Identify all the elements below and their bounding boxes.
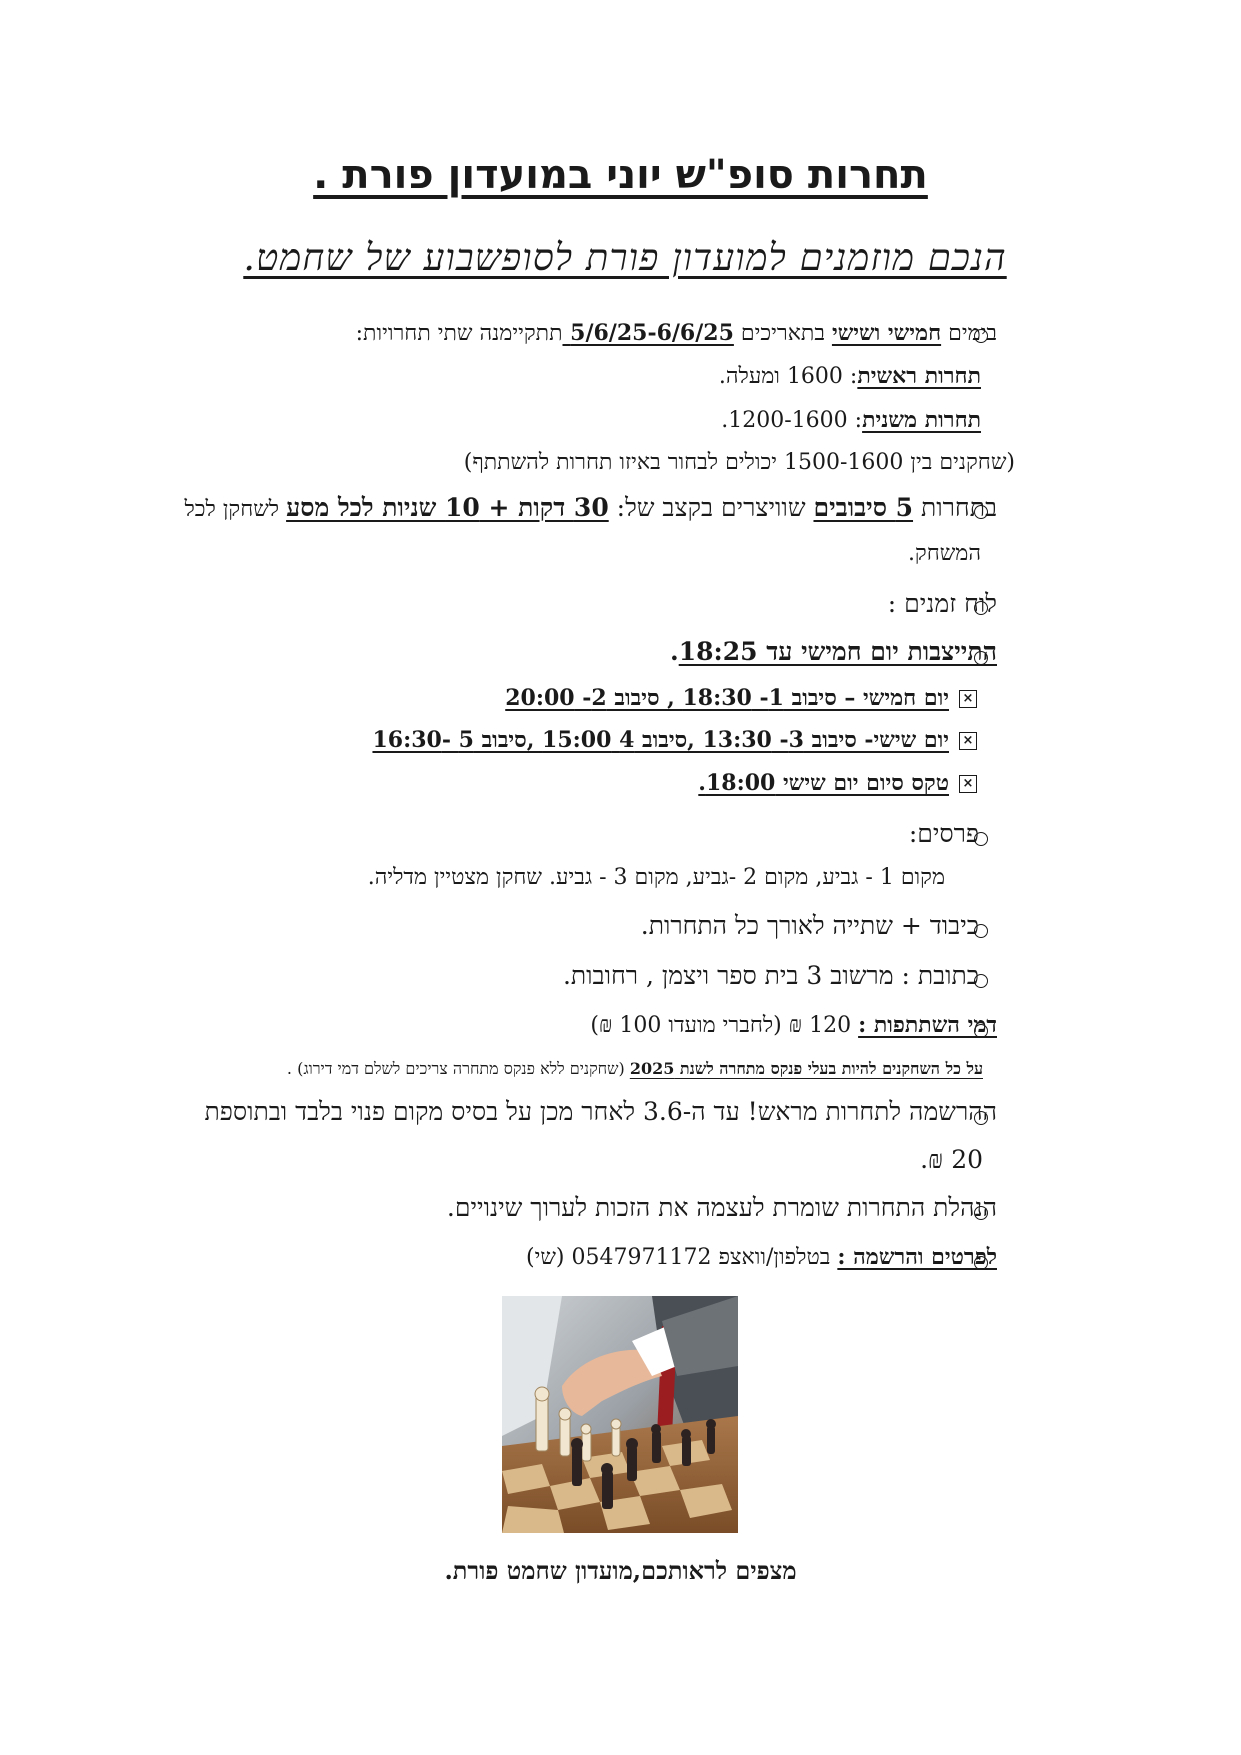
- main-tournament-line: תחרות ראשית: 1600 ומעלה.: [718, 363, 981, 389]
- schedule-closing: טקס סיום יום שישי 18:00.: [698, 770, 949, 796]
- closing-signature: מצפים לראותכם,מועדון שחמט פורת.: [444, 1556, 797, 1585]
- rights-note: הנהלת התחרות שומרת לעצמה את הזכות לערוך שינויים.: [446, 1193, 997, 1222]
- schedule-thursday: יום חמישי – סיבוב 1- 18:30 , סיבוב 2- 20:00: [505, 685, 949, 711]
- page-title: תחרות סופ"ש יוני במועדון פורת .: [313, 152, 928, 198]
- checkin-line: התייצבות יום חמישי עד 18:25.: [669, 637, 997, 666]
- checked-box-icon: ×: [959, 775, 977, 793]
- license-note: על כל השחקנים להיות בעלי פנקס מתחרה לשנת 2025 (שחקנים ללא פנקס מתחרה צריכים לשלם דמי דירוג) .: [286, 1059, 983, 1078]
- schedule-friday: יום שישי- סיבוב 3- 13:30 ,סיבוב 4 15:00 ,סיבוב 5 -16:30: [372, 727, 949, 753]
- rounds-line-cont: המשחק.: [907, 541, 981, 566]
- chess-photo: [502, 1296, 738, 1533]
- schedule-heading: לוח זמנים :: [887, 589, 997, 618]
- dates-line: בימים חמישי ושישי בתאריכים 5/6/25-6/6/25 תתקיימנה שתי תחרויות:: [355, 320, 997, 346]
- prizes-detail: מקום 1 - גביע, מקום 2 -גביע, מקום 3 - גביע. שחקן מצטיין מדליה.: [367, 865, 945, 890]
- checked-box-icon: ×: [959, 732, 977, 750]
- address: כתובת : מרשוב 3 בית ספר ויצמן , רחובות.: [562, 961, 979, 990]
- second-tournament-line: תחרות משנית: 1200-1600.: [721, 407, 981, 433]
- advance-registration: ההרשמה לתחרות מראש! עד ה-3.6 לאחר מכן על בסיס מקום פנוי בלבד ובתוספת: [204, 1097, 997, 1126]
- advance-registration-cont: 20 ₪.: [920, 1145, 983, 1174]
- prizes-heading: פרסים:: [908, 819, 979, 848]
- rounds-line: בתחרות 5 סיבובים שוויצרים בקצב של: 30 דקות + 10 שניות לכל מסע לשחקן לכל: [184, 493, 997, 522]
- contact-line: לפרטים והרשמה : בטלפון/וואצפ 0547971172 (שי): [525, 1244, 997, 1270]
- checked-box-icon: ×: [959, 690, 977, 708]
- refreshments: כיבוד + שתייה לאורך כל התחרות.: [640, 911, 979, 940]
- fee-line: דמי השתתפות : 120 ₪ (לחברי מועדו 100 ₪): [590, 1012, 997, 1038]
- choice-note: (שחקנים בין 1500-1600 יכולים לבחור באיזו תחרות להשתתף): [463, 450, 1015, 475]
- page-subtitle: הנכם מוזמנים למועדון פורת לסופשבוע של שחמט.: [243, 236, 1007, 279]
